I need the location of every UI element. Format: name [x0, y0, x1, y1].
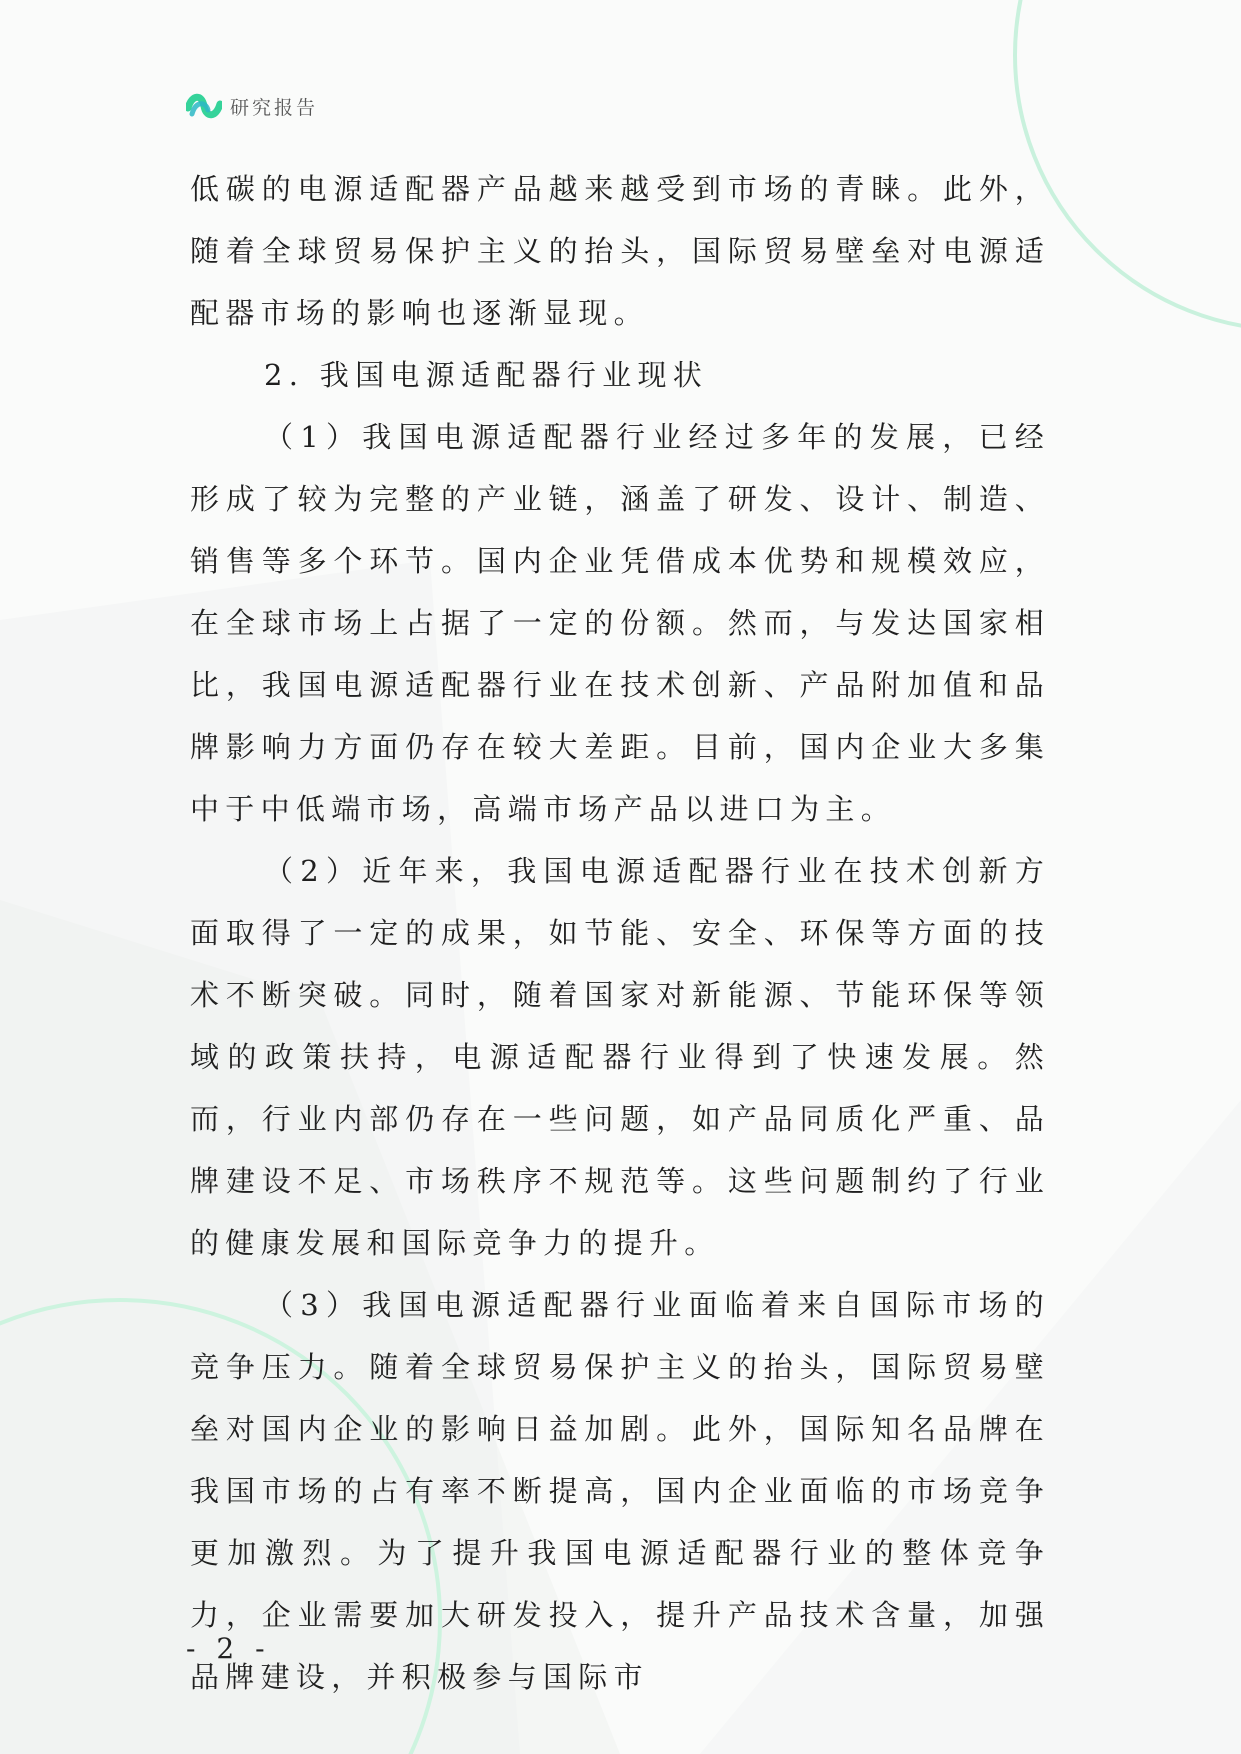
paragraph: （3）我国电源适配器行业面临着来自国际市场的竞争压力。随着全球贸易保护主义的抬头，国际贸易壁垒对国内企业的影响日益加剧。此外，国际知名品牌在我国市场的占有率不断提高，国内企业面临的市场竞争更加激烈。为了提升我国电源适配器行业的整体竞争力，企业需要加大研发投入，提升产品技术含量，加强品牌建设，并积极参与国际市 — [190, 1288, 1050, 1694]
logo-icon — [186, 90, 222, 122]
document-body — [190, 158, 1050, 1708]
section-heading: 2. 我国电源适配器行业现状 — [264, 358, 709, 392]
page-number: - 2 - — [186, 1632, 271, 1665]
paragraph: （1）我国电源适配器行业经过多年的发展，已经形成了较为完整的产业链，涵盖了研发、设计、制造、销售等多个环节。国内企业凭借成本优势和规模效应，在全球市场上占据了一定的份额。然而，与发达国家相比，我国电源适配器行业在技术创新、产品附加值和品牌影响力方面仍存在较大差距。目前，国内企业大多集中于中低端市场，高端市场产品以进口为主。 — [190, 420, 1050, 826]
paragraph: 低碳的电源适配器产品越来越受到市场的青睐。此外，随着全球贸易保护主义的抬头，国际贸易壁垒对电源适配器市场的影响也逐渐显现。 — [190, 172, 1050, 330]
page-header — [186, 88, 318, 124]
paragraph: （2）近年来，我国电源适配器行业在技术创新方面取得了一定的成果，如节能、安全、环保等方面的技术不断突破。同时，随着国家对新能源、节能环保等领域的政策扶持，电源适配器行业得到了快速发展。然而，行业内部仍存在一些问题，如产品同质化严重、品牌建设不足、市场秩序不规范等。这些问题制约了行业的健康发展和国际竞争力的提升。 — [190, 854, 1050, 1260]
header-title: 研究报告 — [230, 96, 319, 119]
